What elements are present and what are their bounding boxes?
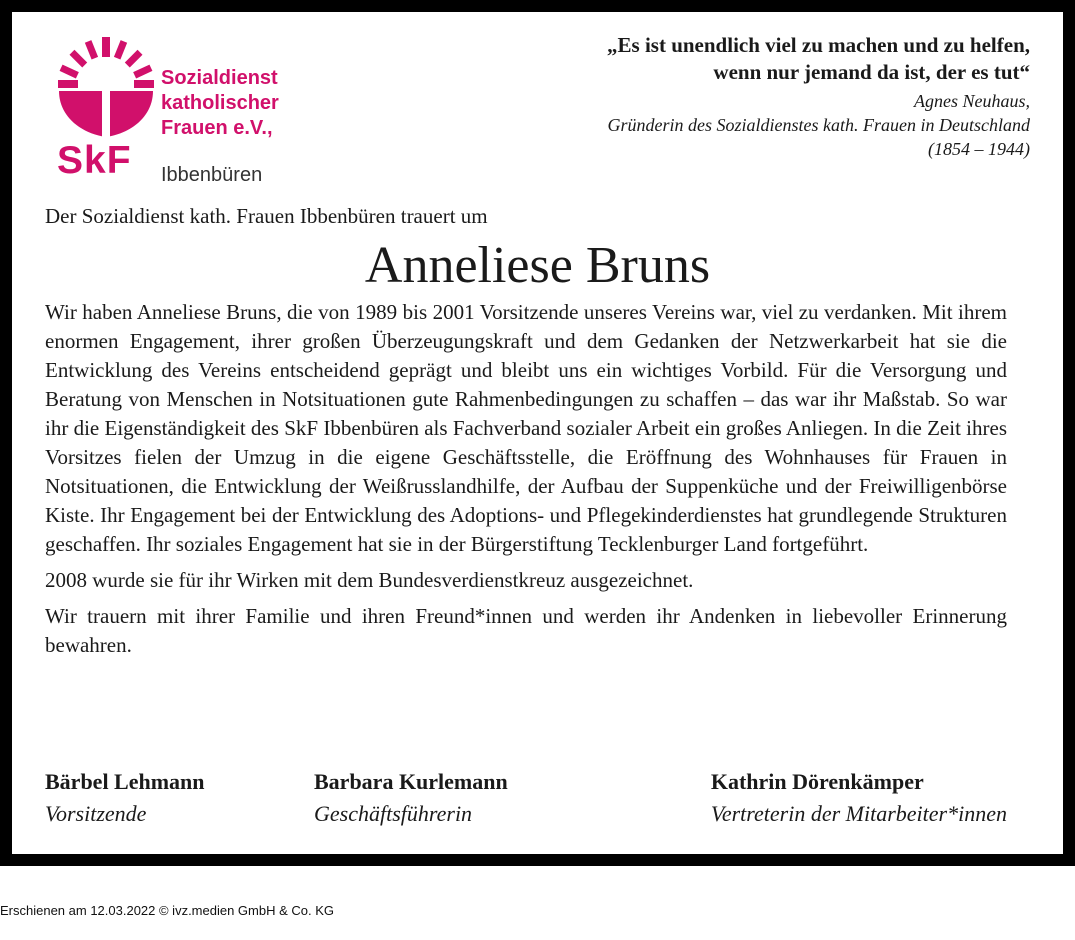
organization-name [161,66,341,141]
skf-cross-heart-icon [53,33,159,139]
mourning-intro: Der Sozialdienst kath. Frauen Ibbenbüren trauert um [45,204,488,228]
obituary-paragraph: Wir trauern mit ihrer Familie und ihren Freund*innen und werden ihr Andenken in liebevoller Erinnerung bewahren. [45,604,1007,657]
skf-logo [53,33,343,193]
signatory [314,766,508,830]
organization-name-line: Sozialdienst [161,67,278,89]
signatory [711,766,1007,830]
publication-footer: Erschienen am 12.03.2022 © ivz.medien GmbH & Co. KG [0,903,335,918]
signatory [45,766,205,830]
obituary-paragraph: Wir haben Anneliese Bruns, die von 1989 bis 2001 Vorsitzende unseres Vereins war, viel zu verdanken. Mit ihrem enormen Engagement, ihrer großen Überzeugungskraft und dem Gedanken der Netzwerkarbeit hat sie die Entwicklung des Vereins entscheidend geprägt und bleibt uns ein wichtiges Vorbild. Für die Versorgung und Beratung von Menschen in Notsituationen gute Rahmenbedingungen zu schaffen – das war ihr Maßstab. So war ihr die Eigenständigkeit des SkF Ibbenbüren als Fachverband sozialer Arbeit ein großes Anliegen. In die Zeit ihres Vorsitzes fielen der Umzug in die eigene Geschäftsstelle, die Eröffnung des Wohnhauses für Frauen in Notsituationen, die Entwicklung der Weißrusslandhilfe, der Aufbau der Suppenküche und der Freiwilligenbörse Kiste. Ihr Engagement bei der Entwicklung des Adoptions- und Pflegekinderdienstes hat grundlegende Strukturen geschaffen. Ihr soziales Engagement hat sie in der Bürgerstiftung Tecklenburger Land fortgeführt. [45,300,1007,556]
organization-city: Ibbenbüren [161,164,263,186]
obituary-text [45,298,1007,667]
signatory-role: Vertreterin der Mitarbeiter*innen [710,801,1007,826]
quote-author-years: (1854 – 1944) [928,139,1030,159]
signatory-name: Bärbel Lehmann [45,769,205,794]
quote-author-role: Gründerin des Sozialdienstes kath. Frauen in Deutschland [607,115,1030,135]
organization-name-line: Frauen e.V., [161,117,273,139]
obituary-paragraph: 2008 wurde sie für ihr Wirken mit dem Bundesverdienstkreuz ausgezeichnet. [45,568,694,592]
signatories [45,766,1007,836]
quote-text [430,32,1030,86]
deceased-name: Anneliese Bruns [364,237,711,294]
quote-author: Agnes Neuhaus, [914,91,1030,111]
signatory-name: Kathrin Dörenkämper [710,769,924,794]
signatory-name: Barbara Kurlemann [314,769,508,794]
organization-abbreviation: SkF [57,139,132,182]
quote-attribution [430,89,1030,161]
organization-name-line: katholischer [161,92,279,114]
quote-block [430,32,1030,161]
signatory-role: Vorsitzende [45,801,147,826]
signatory-role: Geschäftsführerin [314,801,473,826]
quote-line: wenn nur jemand da ist, der es tut“ [713,60,1030,84]
quote-line: „Es ist unendlich viel zu machen und zu helfen, [607,33,1030,57]
